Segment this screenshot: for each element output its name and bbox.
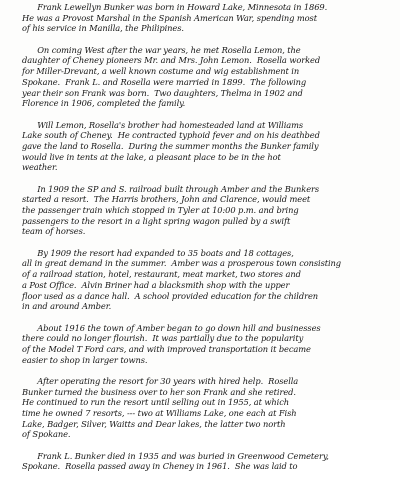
text-line: Spokane. Rosella passed away in Cheney in 1961. She was laid to: [22, 461, 298, 472]
text-line: Frank L. Bunker died in 1935 and was buried in Greenwood Cemetery,: [22, 450, 329, 461]
paragraph-death: [22, 451, 394, 472]
text-line: Spokane. Frank L. and Rosella were married in 1899. The following: [22, 76, 307, 87]
text-line: He was a Provost Marshal in the Spanish American War, spending most: [22, 12, 317, 23]
text-line: floor used as a dance hall. A school provided education for the children: [22, 290, 318, 301]
text-line: easier to shop in larger towns.: [22, 354, 148, 365]
text-line: After operating the resort for 30 years with hired help. Rosella: [22, 375, 299, 386]
text-line: Lake, Badger, Silver, Waitts and Dear lakes, the latter two north: [22, 418, 286, 429]
text-line: in and around Amber.: [22, 301, 112, 312]
text-line: of the Model T Ford cars, and with improved transportation it became: [22, 343, 311, 354]
text-line: passengers to the resort in a light spring wagon pulled by a swift: [22, 215, 291, 226]
text-line: Frank Lewellyn Bunker was born in Howard Lake, Minnesota in 1869.: [22, 2, 328, 12]
text-line: daughter of Cheney pioneers Mr. and Mrs. John Lemon. Rosella worked: [22, 55, 321, 66]
text-line: year their son Frank was born. Two daughters, Thelma in 1902 and: [22, 87, 303, 98]
text-line: the passenger train which stopped in Tyler at 10:00 p.m. and bring: [22, 205, 299, 216]
text-line: there could no longer flourish. It was partially due to the popularity: [22, 333, 304, 344]
paragraph-railroad: [22, 184, 394, 238]
text-line: About 1916 the town of Amber began to go down hill and businesses: [22, 322, 321, 333]
text-line: of a railroad station, hotel, restaurant, meat market, two stores and: [22, 269, 301, 280]
text-line: weather.: [22, 162, 58, 173]
paragraph-williams-lake: [22, 120, 394, 174]
text-line: He continued to run the resort until selling out in 1955, at which: [22, 397, 289, 408]
paragraph-retirement: [22, 376, 394, 440]
text-line: In 1909 the SP and S. railroad built through Amber and the Bunkers: [22, 183, 320, 194]
text-line: time he owned 7 resorts, --- two at Williams Lake, one each at Fish: [22, 408, 297, 419]
text-line: team of horses.: [22, 226, 86, 237]
document-body: [22, 2, 394, 483]
text-line: would live in tents at the lake, a pleasant place to be in the hot: [22, 151, 281, 162]
paragraph-decline: [22, 323, 394, 366]
text-line: On coming West after the war years, he met Rosella Lemon, the: [22, 44, 301, 55]
text-line: of Spokane.: [22, 429, 71, 440]
text-line: for Miller-Drevant, a well known costume and wig establishment in: [22, 66, 300, 77]
paragraph-expansion: [22, 248, 394, 312]
text-line: a Post Office. Alvin Briner had a blacksmith shop with the upper: [22, 279, 290, 290]
text-line: of his service in Manilla, the Philipines.: [22, 23, 184, 34]
text-line: Will Lemon, Rosella's brother had homesteaded land at Williams: [22, 119, 304, 130]
text-line: started a resort. The Harris brothers, John and Clarence, would meet: [22, 194, 311, 205]
text-line: all in great demand in the summer. Amber was a prosperous town consisting: [22, 258, 342, 269]
paragraph-birth: [22, 2, 394, 34]
text-line: Lake south of Cheney. He contracted typhoid fever and on his deathbed: [22, 130, 320, 141]
text-line: By 1909 the resort had expanded to 35 boats and 18 cottages,: [22, 247, 294, 258]
text-line: Bunker turned the business over to her son Frank and she retired.: [22, 386, 296, 397]
text-line: gave the land to Rosella. During the summer months the Bunker family: [22, 140, 319, 151]
paragraph-marriage: [22, 45, 394, 109]
text-line: Florence in 1906, completed the family.: [22, 98, 186, 109]
